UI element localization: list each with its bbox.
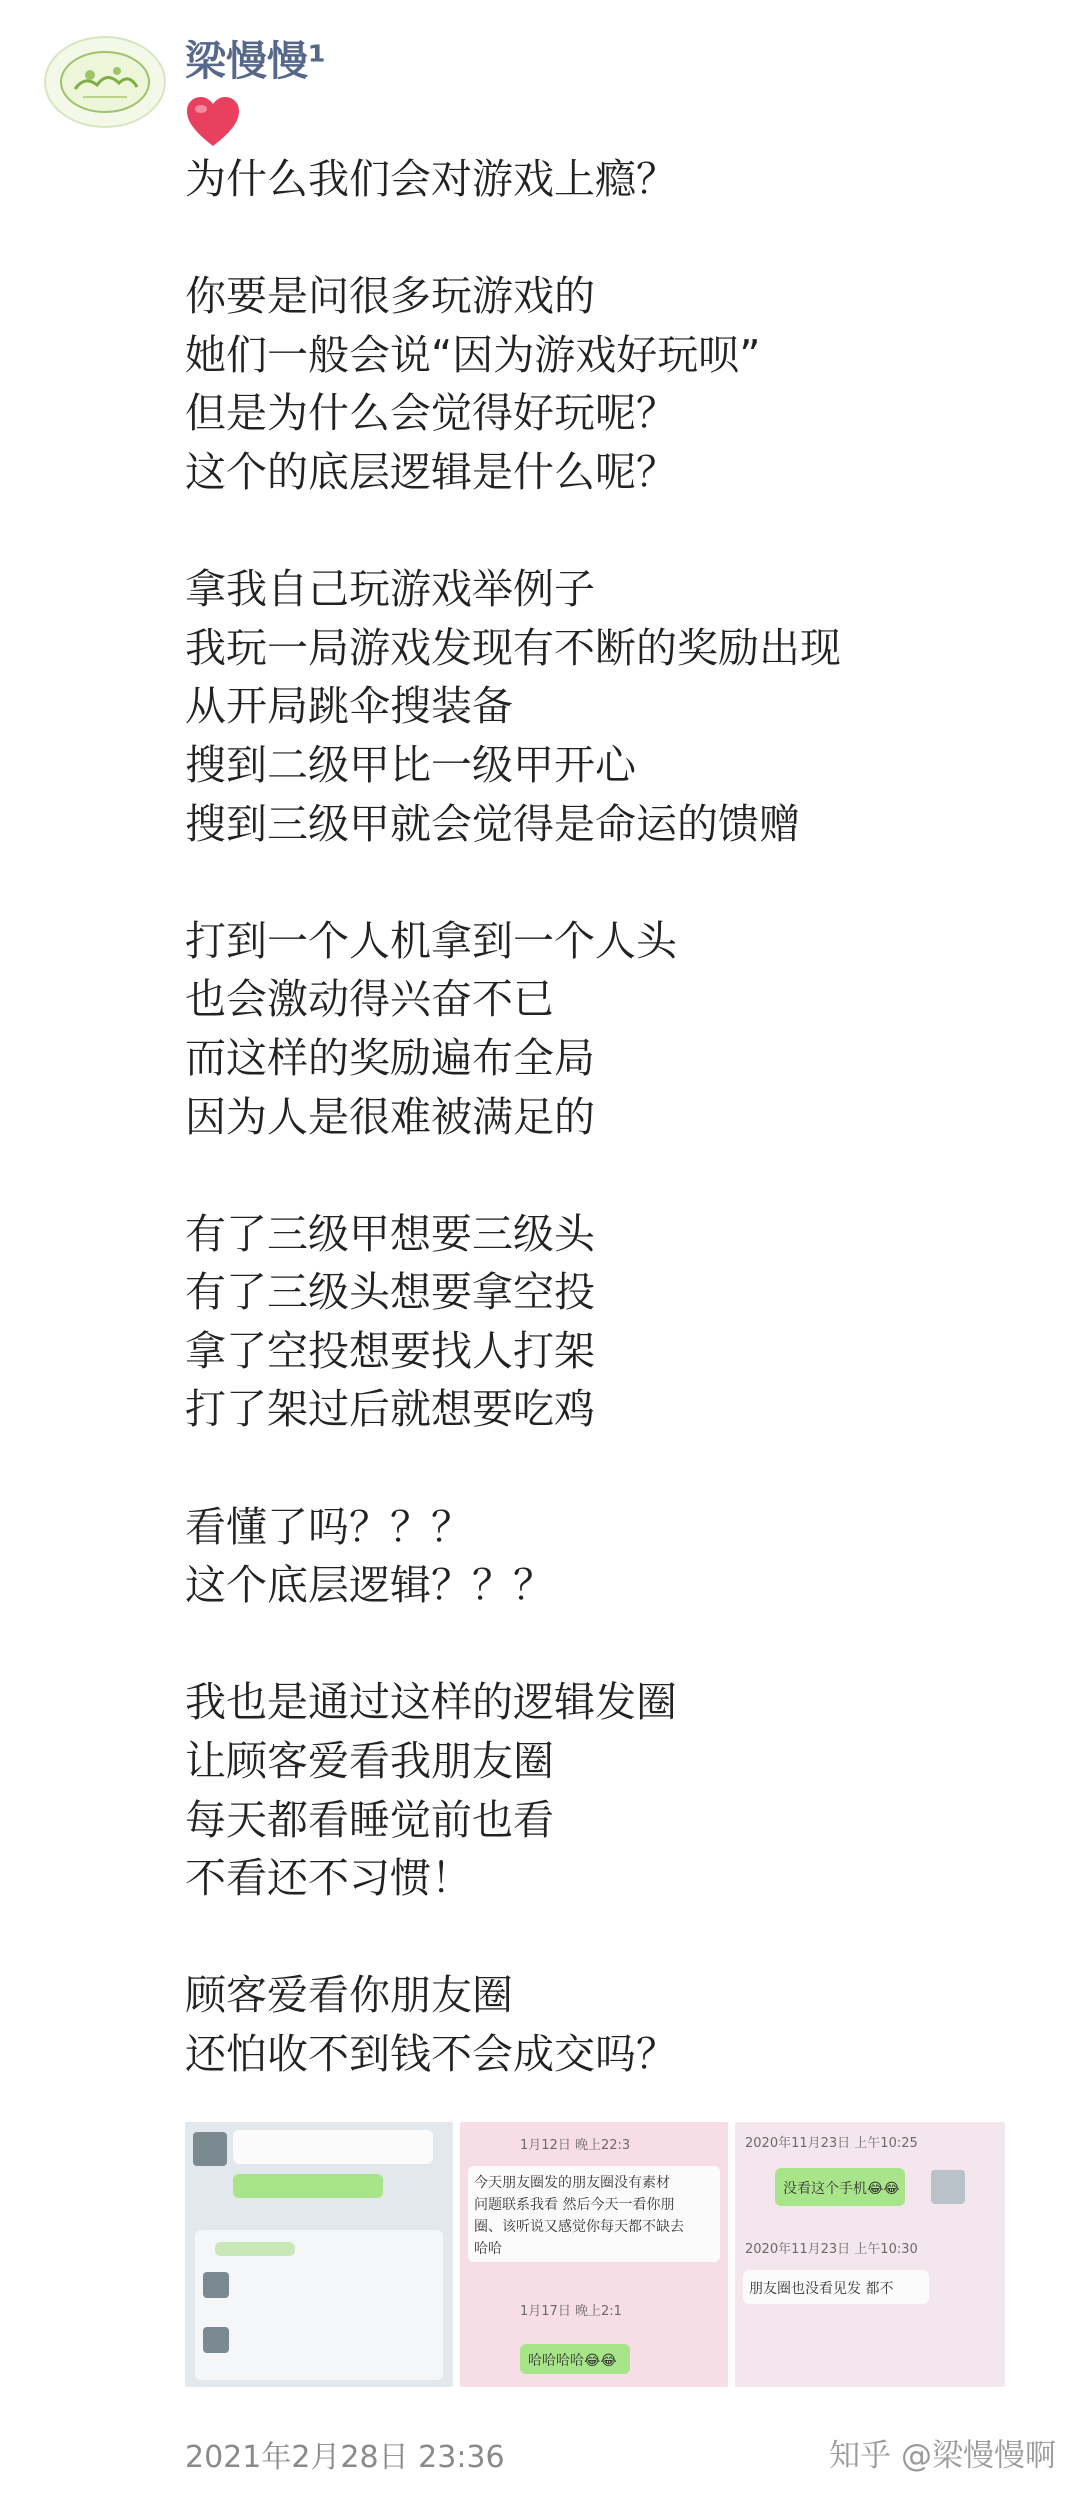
post-line: 这个的底层逻辑是什么呢？ [185, 447, 677, 496]
avatar-illustration-icon [55, 47, 155, 117]
post-line: 打了架过后就想要吃鸡 [185, 1385, 595, 1434]
post-line: 让顾客爱看我朋友圈 [185, 1737, 554, 1786]
post-timestamp: 2021年2月28日 23:36 [185, 2440, 505, 2475]
chat-avatar [931, 2170, 965, 2204]
post-line: 打到一个人机拿到一个人头 [185, 916, 677, 965]
image-thumbnail-2[interactable] [460, 2122, 728, 2387]
chat-bubble [233, 2130, 433, 2164]
image-grid [185, 2122, 1005, 2387]
post-line: 这个底层逻辑？？？ [185, 1561, 554, 1610]
post-line: 有了三级甲想要三级头 [185, 1209, 595, 1258]
chat-time: 2020年11月23日 上午10:30 [745, 2242, 918, 2257]
post-line: 而这样的奖励遍布全局 [185, 1033, 595, 1082]
blank-line [185, 1908, 1045, 1967]
chat-bubble [233, 2174, 383, 2198]
image-thumbnail-3[interactable] [735, 2122, 1005, 2387]
post-line: 有了三级头想要拿空投 [185, 1268, 595, 1317]
post-line: 因为人是很难被满足的 [185, 1092, 595, 1141]
chat-time: 1月12日 晚上22:3 [520, 2138, 631, 2153]
chat-text: 圈、该听说又感觉你每天都不缺去 [474, 2219, 684, 2235]
chat-text: 今天朋友圈发的朋友圈没有素材 [474, 2175, 670, 2191]
zhihu-watermark: 知乎 @梁慢慢啊 [829, 2438, 1056, 2474]
post-line: 看懂了吗？？？ [185, 1502, 472, 1551]
chat-bubble [215, 2242, 295, 2256]
post-line: 但是为什么会觉得好玩呢？ [185, 389, 677, 438]
poster-nickname[interactable]: 梁慢慢¹ [185, 37, 326, 85]
blank-line [185, 1439, 1045, 1498]
chat-text: 朋友圈也没看见发 都不 [749, 2281, 894, 2297]
post-line: 顾客爱看你朋友圈 [185, 1971, 513, 2020]
chat-text: 没看这个手机😂😂 [783, 2181, 900, 2197]
image-thumbnail-1[interactable] [185, 2122, 453, 2387]
post-line: 不看还不习惯！ [185, 1854, 472, 1903]
post-line: 从开局跳伞搜装备 [185, 682, 513, 731]
post-line: 还怕收不到钱不会成交吗？ [185, 2030, 677, 2078]
blank-line [185, 1615, 1045, 1674]
blank-line [185, 502, 1045, 561]
post-line: 我也是通过这样的逻辑发圈 [185, 1678, 677, 1727]
post-line: 拿我自己玩游戏举例子 [185, 565, 595, 614]
blank-line [185, 853, 1045, 912]
blank-line [185, 209, 1045, 268]
chat-time: 2020年11月23日 上午10:25 [745, 2136, 918, 2151]
chat-avatar [203, 2272, 229, 2298]
heart-icon [185, 96, 241, 148]
post-line: 每天都看睡觉前也看 [185, 1795, 554, 1844]
post-line: 为什么我们会对游戏上瘾？ [185, 155, 677, 203]
post-line: 她们一般会说“因为游戏好玩呗” [185, 330, 761, 379]
chat-time: 1月17日 晚上2:1 [520, 2304, 622, 2319]
post-line: 拿了空投想要找人打架 [185, 1326, 595, 1375]
chat-avatar [203, 2327, 229, 2353]
post-line: 我玩一局游戏发现有不断的奖励出现 [185, 623, 841, 672]
user-avatar[interactable] [44, 36, 166, 128]
chat-text: 哈哈哈哈😂😂 [528, 2353, 617, 2369]
post-line: 搜到二级甲比一级甲开心 [185, 740, 636, 789]
chat-avatar [193, 2132, 227, 2166]
post-line: 你要是问很多玩游戏的 [185, 272, 595, 321]
chat-text: 问题联系我看 然后今天一看你朋 [474, 2197, 675, 2213]
blank-line [185, 1146, 1045, 1205]
post-line: 搜到三级甲就会觉得是命运的馈赠 [185, 799, 800, 848]
post-body [185, 150, 1045, 2084]
post-line: 也会激动得兴奋不已 [185, 975, 554, 1024]
chat-text: 哈哈 [474, 2241, 502, 2257]
